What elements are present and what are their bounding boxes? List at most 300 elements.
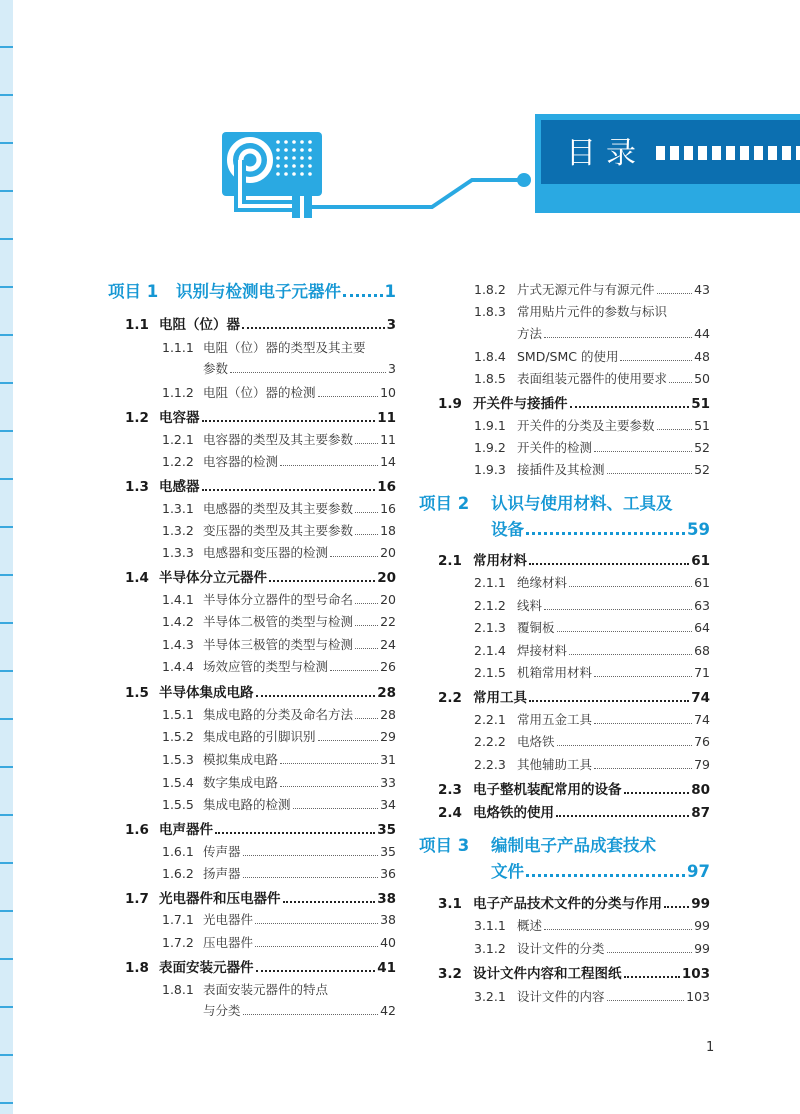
toc-entry-label: 开关件的检测 xyxy=(517,440,593,455)
toc-entry-label: 与分类 xyxy=(203,1003,241,1018)
toc-entry-page: 87 xyxy=(691,805,710,821)
leader-dots xyxy=(280,786,378,787)
toc-entry-number: 1.7.2 xyxy=(162,935,194,950)
toc-entry-number: 1.7 xyxy=(125,891,149,907)
leader-dots xyxy=(669,382,692,383)
toc-entry[interactable] xyxy=(162,933,396,951)
toc-entry-number: 2.1.1 xyxy=(474,575,506,590)
toc-entry-label: 表面安装元器件的特点 xyxy=(203,982,329,997)
toc-entry-page: 29 xyxy=(380,729,396,744)
toc-entry-label: 光电器件 xyxy=(203,912,254,927)
toc-entry-page: 51 xyxy=(694,418,710,433)
toc-entry[interactable] xyxy=(125,956,396,976)
toc-entry-page: 50 xyxy=(694,371,710,386)
toc-entry-page: 74 xyxy=(694,712,710,727)
toc-entry[interactable] xyxy=(162,338,396,356)
toc-entry-label: 认识与使用材料、工具及 xyxy=(491,494,673,513)
leader-dots xyxy=(256,695,376,697)
toc-entry[interactable] xyxy=(125,681,396,701)
toc-entry-page: 103 xyxy=(681,966,710,982)
toc-entry-label: 电感器和变压器的检测 xyxy=(203,545,329,560)
toc-entry-page: 63 xyxy=(694,598,710,613)
toc-entry-label: 表面安装元器件 xyxy=(159,960,254,976)
toc-entry-label: 光电器件和压电器件 xyxy=(159,891,281,907)
toc-entry-page: 97 xyxy=(687,862,710,881)
toc-entry[interactable] xyxy=(438,686,710,706)
toc-entry-number: 1.5.5 xyxy=(162,797,194,812)
toc-entry-number: 1.8.1 xyxy=(162,982,194,997)
toc-entry-label: 焊接材料 xyxy=(517,643,568,658)
toc-entry-number: 3.2 xyxy=(438,966,462,982)
toc-entry-page: 35 xyxy=(380,844,396,859)
toc-entry[interactable] xyxy=(162,499,396,517)
toc-entry[interactable] xyxy=(438,778,710,798)
toc-entry-page: 3 xyxy=(386,317,396,333)
toc-entry-label: 概述 xyxy=(517,918,543,933)
leader-dots xyxy=(255,923,378,924)
toc-entry-label: 数字集成电路 xyxy=(203,775,279,790)
toc-entry-continuation xyxy=(491,516,710,540)
leader-dots xyxy=(343,294,383,297)
toc-entry-page: 20 xyxy=(380,545,396,560)
toc-entry-number: 1.4 xyxy=(125,570,149,586)
toc-entry[interactable] xyxy=(438,892,710,912)
toc-entry[interactable] xyxy=(162,543,396,561)
toc-entry-label: 接插件及其检测 xyxy=(517,462,605,477)
toc-entry-page: 42 xyxy=(380,1003,396,1018)
leader-dots xyxy=(624,792,690,794)
toc-entry-number: 项目 1 xyxy=(108,282,159,301)
toc-entry-label: 模拟集成电路 xyxy=(203,752,279,767)
toc-entry-label: 半导体二极管的类型与检测 xyxy=(203,614,354,629)
toc-entry-page: 74 xyxy=(691,690,710,706)
toc-entry-page: 36 xyxy=(380,866,396,881)
toc-entry-label: 电容器的检测 xyxy=(203,454,279,469)
toc-entry[interactable] xyxy=(125,566,396,586)
toc-entry[interactable] xyxy=(162,705,396,723)
toc-entry-label: 参数 xyxy=(203,361,229,376)
toc-entry-label: 半导体三极管的类型与检测 xyxy=(203,637,354,652)
leader-dots xyxy=(594,451,692,452)
toc-entry[interactable] xyxy=(419,490,710,514)
toc-entry-label: 电子产品技术文件的分类与作用 xyxy=(473,896,662,912)
toc-entry-continuation xyxy=(203,1001,396,1019)
toc-entry-number: 1.9.1 xyxy=(474,418,506,433)
leader-dots xyxy=(569,654,692,655)
leader-dots xyxy=(607,1000,685,1001)
leader-dots xyxy=(570,406,690,408)
toc-entry-page: 28 xyxy=(377,685,396,701)
banner-decoration xyxy=(656,146,800,160)
toc-entry-label: 常用五金工具 xyxy=(517,712,593,727)
toc-entry-number: 2.1.2 xyxy=(474,598,506,613)
toc-entry-number: 1.4.1 xyxy=(162,592,194,607)
leader-dots xyxy=(556,815,689,817)
toc-entry-number: 1.9.2 xyxy=(474,440,506,455)
toc-entry[interactable] xyxy=(474,663,710,681)
leader-dots xyxy=(355,718,378,719)
toc-entry[interactable] xyxy=(125,313,396,333)
toc-entry-label: 设计文件的内容 xyxy=(517,989,605,1004)
toc-entry-label: 半导体分立器件的型号命名 xyxy=(203,592,354,607)
toc-entry[interactable] xyxy=(162,727,396,745)
leader-dots xyxy=(624,976,680,978)
toc-entry[interactable] xyxy=(125,818,396,838)
toc-entry[interactable] xyxy=(474,596,710,614)
toc-entry[interactable] xyxy=(162,612,396,630)
toc-entry-page: 28 xyxy=(380,707,396,722)
toc-entry-label: 设计文件的分类 xyxy=(517,941,605,956)
toc-entry-number: 2.2.1 xyxy=(474,712,506,727)
toc-entry[interactable] xyxy=(474,347,710,365)
toc-entry-number: 1.3.1 xyxy=(162,501,194,516)
toc-entry-number: 1.1.2 xyxy=(162,385,194,400)
toc-entry-number: 1.2.1 xyxy=(162,432,194,447)
leader-dots xyxy=(526,874,685,877)
toc-entry[interactable] xyxy=(162,773,396,791)
toc-entry-label: 其他辅助工具 xyxy=(517,757,593,772)
toc-entry-page: 10 xyxy=(380,385,396,400)
toc-entry-label: 常用材料 xyxy=(473,553,527,569)
leader-dots xyxy=(280,763,378,764)
toc-entry-label: 电容器的类型及其主要参数 xyxy=(203,432,354,447)
leader-dots xyxy=(569,586,692,587)
toc-entry-label: 编制电子产品成套技术 xyxy=(491,836,656,855)
toc-entry-page: 1 xyxy=(384,282,396,301)
toc-entry-number: 1.3.3 xyxy=(162,545,194,560)
toc-entry[interactable] xyxy=(162,452,396,470)
toc-entry-page: 76 xyxy=(694,734,710,749)
toc-entry-page: 24 xyxy=(380,637,396,652)
toc-entry[interactable] xyxy=(474,438,710,456)
leader-dots xyxy=(557,745,693,746)
toc-entry-number: 1.7.1 xyxy=(162,912,194,927)
toc-entry-page: 18 xyxy=(380,523,396,538)
toc-entry-label: 传声器 xyxy=(203,844,241,859)
leader-dots xyxy=(657,429,693,430)
toc-entry-number: 1.3.2 xyxy=(162,523,194,538)
toc-entry-label: 压电器件 xyxy=(203,935,254,950)
toc-entry[interactable] xyxy=(162,864,396,882)
toc-entry[interactable] xyxy=(474,710,710,728)
toc-entry-number: 1.2.2 xyxy=(162,454,194,469)
toc-entry-label: 集成电路的引脚识别 xyxy=(203,729,316,744)
toc-entry-page: 33 xyxy=(380,775,396,790)
toc-entry-number: 1.8.4 xyxy=(474,349,506,364)
toc-entry-label: 设备 xyxy=(491,520,524,539)
toc-entry-page: 40 xyxy=(380,935,396,950)
leader-dots xyxy=(230,372,386,373)
toc-entry-number: 1.3 xyxy=(125,479,149,495)
toc-entry-number: 3.2.1 xyxy=(474,989,506,1004)
toc-entry-page: 99 xyxy=(694,941,710,956)
leader-dots xyxy=(557,631,693,632)
toc-entry-label: SMD/SMC 的使用 xyxy=(517,349,619,364)
toc-entry[interactable] xyxy=(474,732,710,750)
toc-entry-page: 99 xyxy=(691,896,710,912)
toc-entry-page: 103 xyxy=(686,989,710,1004)
toc-entry[interactable] xyxy=(162,383,396,401)
toc-entry-label: 开关件的分类及主要参数 xyxy=(517,418,655,433)
leader-dots xyxy=(202,420,376,422)
toc-entry[interactable] xyxy=(438,549,710,569)
toc-entry-label: 扬声器 xyxy=(203,866,241,881)
toc-entry-label: 开关件与接插件 xyxy=(473,396,568,412)
toc-entry[interactable] xyxy=(125,887,396,907)
toc-entry-number: 1.5 xyxy=(125,685,149,701)
toc-entry-label: 电子整机装配常用的设备 xyxy=(473,782,622,798)
toc-entry-page: 16 xyxy=(377,479,396,495)
leader-dots xyxy=(657,293,693,294)
leader-dots xyxy=(243,1014,379,1015)
toc-entry-page: 52 xyxy=(694,462,710,477)
leader-dots xyxy=(256,970,376,972)
toc-entry-page: 80 xyxy=(691,782,710,798)
toc-entry-number: 1.1 xyxy=(125,317,149,333)
circuit-chip-icon xyxy=(210,120,540,230)
toc-entry-page: 20 xyxy=(377,570,396,586)
toc-entry-number: 2.2 xyxy=(438,690,462,706)
toc-entry-number: 1.8.3 xyxy=(474,304,506,319)
toc-entry[interactable] xyxy=(474,618,710,636)
leader-dots xyxy=(283,901,376,903)
toc-entry-label: 覆铜板 xyxy=(517,620,555,635)
leader-dots xyxy=(355,648,378,649)
toc-entry[interactable] xyxy=(474,302,710,320)
toc-entry-number: 2.1 xyxy=(438,553,462,569)
toc-entry[interactable] xyxy=(108,278,396,302)
toc-entry-number: 3.1 xyxy=(438,896,462,912)
toc-entry-page: 38 xyxy=(380,912,396,927)
toc-entry-page: 22 xyxy=(380,614,396,629)
toc-entry-page: 59 xyxy=(687,520,710,539)
page-number: 1 xyxy=(706,1040,715,1055)
leader-dots xyxy=(269,580,375,582)
toc-entry[interactable] xyxy=(162,795,396,813)
toc-entry-number: 1.9 xyxy=(438,396,462,412)
toc-entry-label: 文件 xyxy=(491,862,524,881)
toc-entry-page: 3 xyxy=(388,361,396,376)
toc-entry-number: 2.4 xyxy=(438,805,462,821)
toc-entry[interactable] xyxy=(162,430,396,448)
toc-entry-page: 35 xyxy=(377,822,396,838)
leader-dots xyxy=(293,808,379,809)
toc-entry-page: 51 xyxy=(691,396,710,412)
toc-entry-label: 电容器 xyxy=(159,410,200,426)
leader-dots xyxy=(607,473,693,474)
leader-dots xyxy=(355,443,378,444)
toc-entry[interactable] xyxy=(474,641,710,659)
toc-entry[interactable] xyxy=(162,910,396,928)
toc-entry[interactable] xyxy=(474,987,710,1005)
leader-dots xyxy=(355,534,378,535)
toc-entry-number: 1.8.2 xyxy=(474,282,506,297)
toc-entry-page: 41 xyxy=(377,960,396,976)
toc-entry-number: 1.6.1 xyxy=(162,844,194,859)
toc-entry-number: 1.9.3 xyxy=(474,462,506,477)
toc-entry[interactable] xyxy=(474,416,710,434)
leader-dots xyxy=(243,877,379,878)
toc-entry-page: 38 xyxy=(377,891,396,907)
toc-entry-number: 项目 3 xyxy=(419,836,470,855)
left-edge-strip xyxy=(0,0,13,1114)
toc-entry[interactable] xyxy=(438,962,710,982)
leader-dots xyxy=(243,855,379,856)
toc-entry-page: 79 xyxy=(694,757,710,772)
toc-entry-page: 31 xyxy=(380,752,396,767)
toc-entry-label: 片式无源元件与有源元件 xyxy=(517,282,655,297)
toc-entry-label: 变压器的类型及其主要参数 xyxy=(203,523,354,538)
toc-entry-label: 机箱常用材料 xyxy=(517,665,593,680)
toc-entry-label: 设计文件内容和工程图纸 xyxy=(473,966,622,982)
toc-entry-label: 场效应管的类型与检测 xyxy=(203,659,329,674)
toc-entry-page: 26 xyxy=(380,659,396,674)
toc-entry-number: 1.2 xyxy=(125,410,149,426)
leader-dots xyxy=(255,946,378,947)
toc-entry-page: 48 xyxy=(694,349,710,364)
toc-entry-number: 2.2.3 xyxy=(474,757,506,772)
page-title: 目录 xyxy=(566,136,646,171)
toc-entry-label: 线料 xyxy=(517,598,543,613)
toc-entry-number: 1.5.4 xyxy=(162,775,194,790)
toc-entry-label: 集成电路的检测 xyxy=(203,797,291,812)
toc-entry[interactable] xyxy=(474,280,710,298)
toc-entry[interactable] xyxy=(474,916,710,934)
toc-entry-label: 方法 xyxy=(517,326,543,341)
toc-entry-label: 识别与检测电子元器件 xyxy=(176,282,341,301)
toc-entry[interactable] xyxy=(162,657,396,675)
toc-entry[interactable] xyxy=(438,392,710,412)
toc-entry-label: 常用贴片元件的参数与标识 xyxy=(517,304,668,319)
leader-dots xyxy=(664,906,689,908)
toc-entry[interactable] xyxy=(474,460,710,478)
leader-dots xyxy=(355,512,378,513)
toc-entry-number: 1.8 xyxy=(125,960,149,976)
toc-entry-number: 2.1.3 xyxy=(474,620,506,635)
leader-dots xyxy=(355,603,378,604)
toc-entry-number: 3.1.2 xyxy=(474,941,506,956)
toc-entry-number: 1.5.2 xyxy=(162,729,194,744)
toc-entry[interactable] xyxy=(474,939,710,957)
leader-dots xyxy=(355,625,378,626)
leader-dots xyxy=(280,465,378,466)
toc-entry-label: 半导体分立元器件 xyxy=(159,570,267,586)
toc-entry-label: 表面组装元器件的使用要求 xyxy=(517,371,668,386)
toc-entry-number: 1.4.2 xyxy=(162,614,194,629)
toc-entry-number: 1.5.1 xyxy=(162,707,194,722)
leader-dots xyxy=(594,676,692,677)
toc-entry[interactable] xyxy=(474,755,710,773)
toc-entry-page: 68 xyxy=(694,643,710,658)
toc-entry-label: 半导体集成电路 xyxy=(159,685,254,701)
toc-entry-number: 3.1.1 xyxy=(474,918,506,933)
leader-dots xyxy=(529,700,689,702)
leader-dots xyxy=(607,952,693,953)
toc-entry-label: 电感器 xyxy=(159,479,200,495)
toc-entry[interactable] xyxy=(438,801,710,821)
leader-dots xyxy=(318,396,379,397)
toc-entry[interactable] xyxy=(125,475,396,495)
toc-entry-number: 1.6.2 xyxy=(162,866,194,881)
leader-dots xyxy=(330,556,378,557)
toc-entry-page: 64 xyxy=(694,620,710,635)
toc-entry-label: 集成电路的分类及命名方法 xyxy=(203,707,354,722)
leader-dots xyxy=(318,740,379,741)
toc-entry-number: 2.3 xyxy=(438,782,462,798)
toc-entry[interactable] xyxy=(162,521,396,539)
toc-entry-number: 2.1.5 xyxy=(474,665,506,680)
toc-entry-number: 1.5.3 xyxy=(162,752,194,767)
toc-entry[interactable] xyxy=(162,980,396,998)
toc-entry[interactable] xyxy=(419,832,710,856)
toc-entry[interactable] xyxy=(474,369,710,387)
leader-dots xyxy=(594,723,692,724)
toc-entry-page: 71 xyxy=(694,665,710,680)
leader-dots xyxy=(330,670,378,671)
toc-entry-label: 电声器件 xyxy=(159,822,213,838)
toc-entry-label: 电阻（位）器的类型及其主要 xyxy=(203,340,366,355)
toc-entry-page: 11 xyxy=(380,432,396,447)
toc-entry-page: 20 xyxy=(380,592,396,607)
toc-entry[interactable] xyxy=(474,573,710,591)
leader-dots xyxy=(544,929,692,930)
leader-dots xyxy=(544,609,692,610)
toc-entry-page: 11 xyxy=(377,410,396,426)
toc-entry-number: 1.4.3 xyxy=(162,637,194,652)
toc-entry-label: 绝缘材料 xyxy=(517,575,568,590)
toc-entry-number: 1.4.4 xyxy=(162,659,194,674)
toc-entry-label: 常用工具 xyxy=(473,690,527,706)
leader-dots xyxy=(215,832,375,834)
toc-entry-page: 52 xyxy=(694,440,710,455)
toc-entry-page: 14 xyxy=(380,454,396,469)
toc-entry-page: 34 xyxy=(380,797,396,812)
toc-entry-page: 44 xyxy=(694,326,710,341)
toc-entry-page: 99 xyxy=(694,918,710,933)
toc-entry-page: 61 xyxy=(694,575,710,590)
toc-entry-number: 1.1.1 xyxy=(162,340,194,355)
leader-dots xyxy=(242,327,385,329)
leader-dots xyxy=(529,563,689,565)
toc-entry[interactable] xyxy=(162,590,396,608)
toc-entry-label: 电烙铁的使用 xyxy=(473,805,554,821)
toc-entry-continuation xyxy=(203,359,396,377)
toc-entry-label: 电阻（位）器 xyxy=(159,317,240,333)
toc-entry[interactable] xyxy=(162,842,396,860)
toc-entry-number: 2.1.4 xyxy=(474,643,506,658)
toc-entry-number: 项目 2 xyxy=(419,494,470,513)
toc-entry[interactable] xyxy=(125,406,396,426)
toc-entry-label: 电感器的类型及其主要参数 xyxy=(203,501,354,516)
toc-entry-number: 2.2.2 xyxy=(474,734,506,749)
leader-dots xyxy=(620,360,692,361)
toc-entry-page: 16 xyxy=(380,501,396,516)
toc-entry-number: 1.6 xyxy=(125,822,149,838)
toc-entry[interactable] xyxy=(162,750,396,768)
toc-entry-number: 1.8.5 xyxy=(474,371,506,386)
toc-entry-label: 电阻（位）器的检测 xyxy=(203,385,316,400)
toc-entry-page: 43 xyxy=(694,282,710,297)
leader-dots xyxy=(526,532,685,535)
toc-entry-label: 电烙铁 xyxy=(517,734,555,749)
leader-dots xyxy=(202,489,376,491)
toc-entry[interactable] xyxy=(162,635,396,653)
toc-entry-continuation xyxy=(517,324,710,342)
toc-entry-continuation xyxy=(491,858,710,882)
toc-entry-page: 61 xyxy=(691,553,710,569)
leader-dots xyxy=(544,337,692,338)
leader-dots xyxy=(594,768,692,769)
